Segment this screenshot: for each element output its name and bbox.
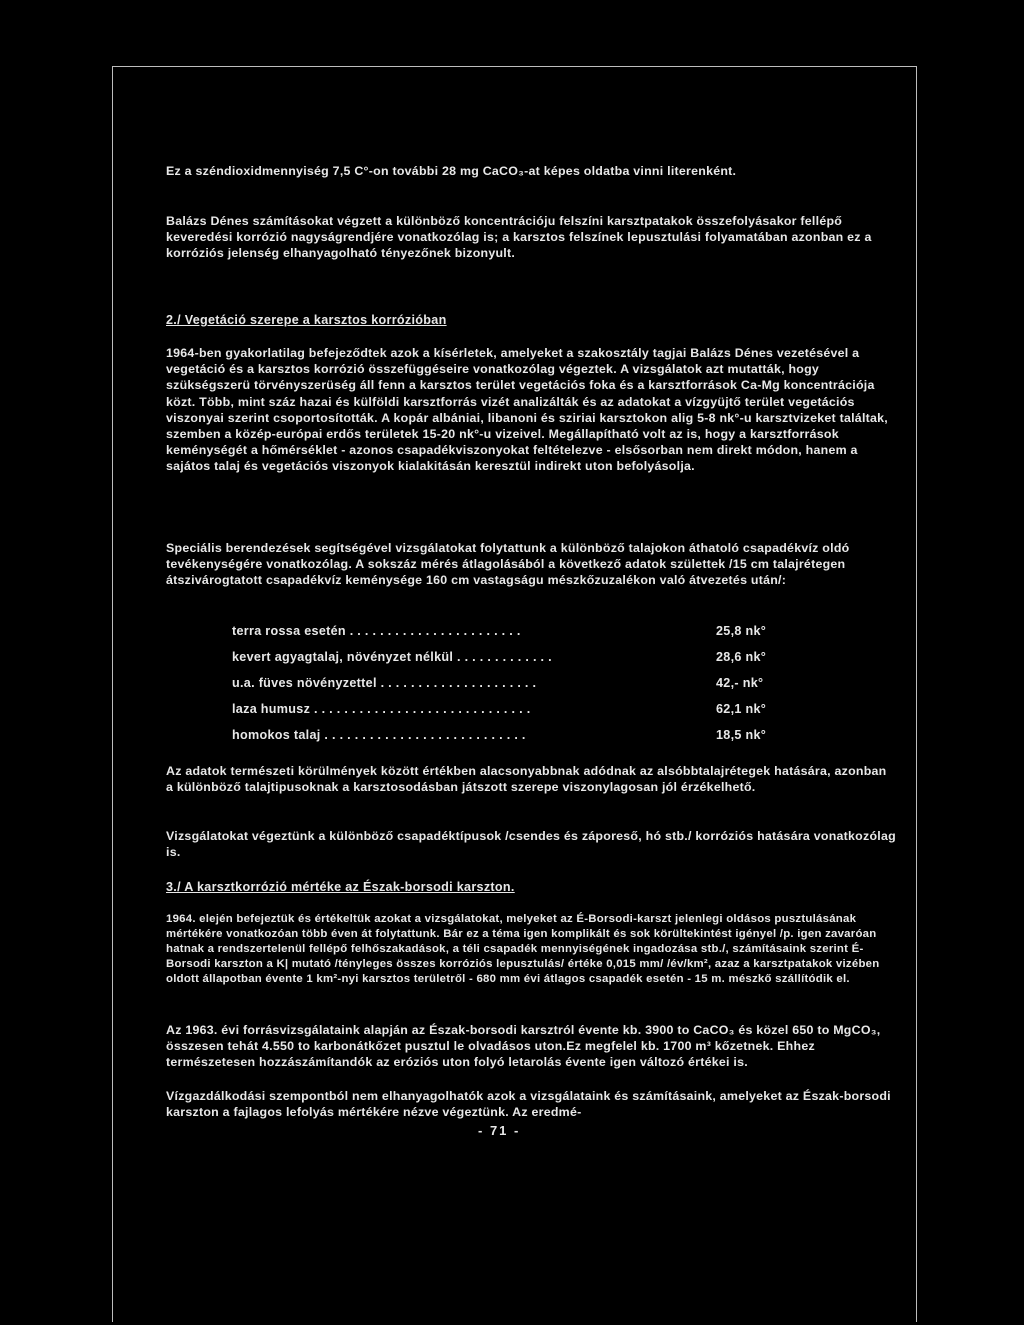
row-label: kevert agyagtalaj, növényzet nélkül . . . . . . . . . . . . . bbox=[232, 650, 552, 664]
paragraph-1: Ez a széndioxidmennyiség 7,5 C°-on további 28 mg CaCO₃-at képes oldatba vinni literenként. bbox=[166, 164, 737, 178]
paragraph-7: 1964. elején befejeztük és értékeltük azokat a vizsgálatokat, melyeket az É-Borsodi-karszt jelenlegi oldásos pusztulásának mértékére vonatkozóan több éven át folytattunk. Bár ez a téma igen komplikált és sok körültekintést igényel /p. igen zavaróan hatnak a rendszertelenül fellépő felhőszakadások, a téli csapadék mennyiségének ingadozása stb./, számításaink szerint É-Borsodi karszton a K| mutató /tényleges összes korróziós lepusztulás/ értéke 0,015 mm/ /év/km², azaz a karsztpatakok vizében oldott állapotban évente 1 km²-nyi karsztos területről - 680 mm évi átlagos csapadék esetén - 15 m. mészkő szállítódik el. bbox=[166, 913, 880, 985]
paragraph-8: Az 1963. évi forrásvizsgálataink alapján az Észak-borsodi karsztról évente kb. 3900 to CaCO₃ és közel 650 to MgCO₃, összesen tehát 4.550 to karbonátkőzet pusztul le olvadásos uton.Ez megfelel kb. 1700 m³ kőzetnek. Ehhez természetesen hozzászámítandók az eróziós uton folyó letarolás évente igen változó értékei is. bbox=[166, 1023, 881, 1070]
section-heading-2: 2./ Vegetáció szerepe a karsztos korrózióban bbox=[166, 313, 447, 327]
row-value: 62,1 nk° bbox=[716, 702, 767, 716]
row-value: 28,6 nk° bbox=[716, 650, 767, 664]
row-label: terra rossa esetén . . . . . . . . . . . . . . . . . . . . . . . bbox=[232, 624, 521, 638]
row-value: 42,- nk° bbox=[716, 676, 764, 690]
section-heading-3: 3./ A karsztkorrózió mértéke az Észak-borsodi karszton. bbox=[166, 880, 515, 894]
paragraph-3: 1964-ben gyakorlatilag befejeződtek azok a kísérletek, amelyeket a szakosztály tagjai Balázs Dénes vezetésével a vegetáció és a karsztos korrózió összefüggéseire vonatkozólag végeztek. A vizsgálatok azt mutatták, hogy szükségszerü törvényszerüség áll fenn a karsztos terület vegetációs foka és a karsztforrások Ca-Mg koncentrációja közt. Több, mint száz hazai és külföldi karsztforrás vizét analizálták és az adatokat a vízgyüjtő terület vegetációs viszonyai szerint csoportosították. A kopár albániai, libanoni és sziriai karsztokon alig 5-8 nk°-u karsztvizeket találtak, szemben a közép-európai erdős területek 15-20 nk°-u vizeivel. Megállapítható volt az is, hogy a karsztforrások keménységét a hőmérséklet - azonos csapadékviszonyokat feltételezve - elsősorban nem direkt módon, hanem a sajátos talaj és vegetációs viszonyok kialakitásán keresztül indirekt uton befolyásolja. bbox=[166, 346, 888, 474]
page-number: - 71 - bbox=[478, 1123, 521, 1138]
paragraph-5: Az adatok természeti körülmények között értékben alacsonyabbnak adódnak az alsóbbtalajrétegek hatására, azonban a különböző talajtipusoknak a karsztosodásban játszott szerepe viszonylagosan jól érzékelhető. bbox=[166, 764, 887, 795]
row-value: 18,5 nk° bbox=[716, 728, 767, 742]
paragraph-9: Vízgazdálkodási szempontból nem elhanyagolhatók azok a vizsgálataink és számításaink, amelyeket az Észak-borsodi karszton a fajlagos lefolyás mértékére nézve végeztünk. Az eredmé- bbox=[166, 1089, 891, 1120]
paragraph-4: Speciális berendezések segítségével vizsgálatokat folytattunk a különböző talajokon áthatoló csapadékvíz oldó tevékenységére vonatkozólag. A sokszáz mérés átlagolásából a következő adatok születtek /15 cm talajrétegen átszivárogtatott csapadékvíz keménysége 160 cm vastagságu mészkőzuzalékon való átvezetés után/: bbox=[166, 541, 850, 588]
row-label: homokos talaj . . . . . . . . . . . . . . . . . . . . . . . . . . . bbox=[232, 728, 526, 742]
row-value: 25,8 nk° bbox=[716, 624, 767, 638]
row-label: laza humusz . . . . . . . . . . . . . . . . . . . . . . . . . . . . . bbox=[232, 702, 531, 716]
paragraph-6: Vizsgálatokat végeztünk a különböző csapadéktípusok /csendes és záporeső, hó stb./ korróziós hatására vonatkozólag is. bbox=[166, 829, 896, 860]
row-label: u.a. füves növényzettel . . . . . . . . . . . . . . . . . . . . . bbox=[232, 676, 537, 690]
paragraph-2: Balázs Dénes számításokat végzett a különböző koncentrációju felszíni karsztpatakok összefolyásakor fellépő keveredési korrózió nagyságrendjére vonatkozólag is; a karsztos felszínek lepusztulási folyamatában azonban ez a korróziós jelenség elhanyagolható tényezőnek bizonyult. bbox=[166, 214, 872, 261]
